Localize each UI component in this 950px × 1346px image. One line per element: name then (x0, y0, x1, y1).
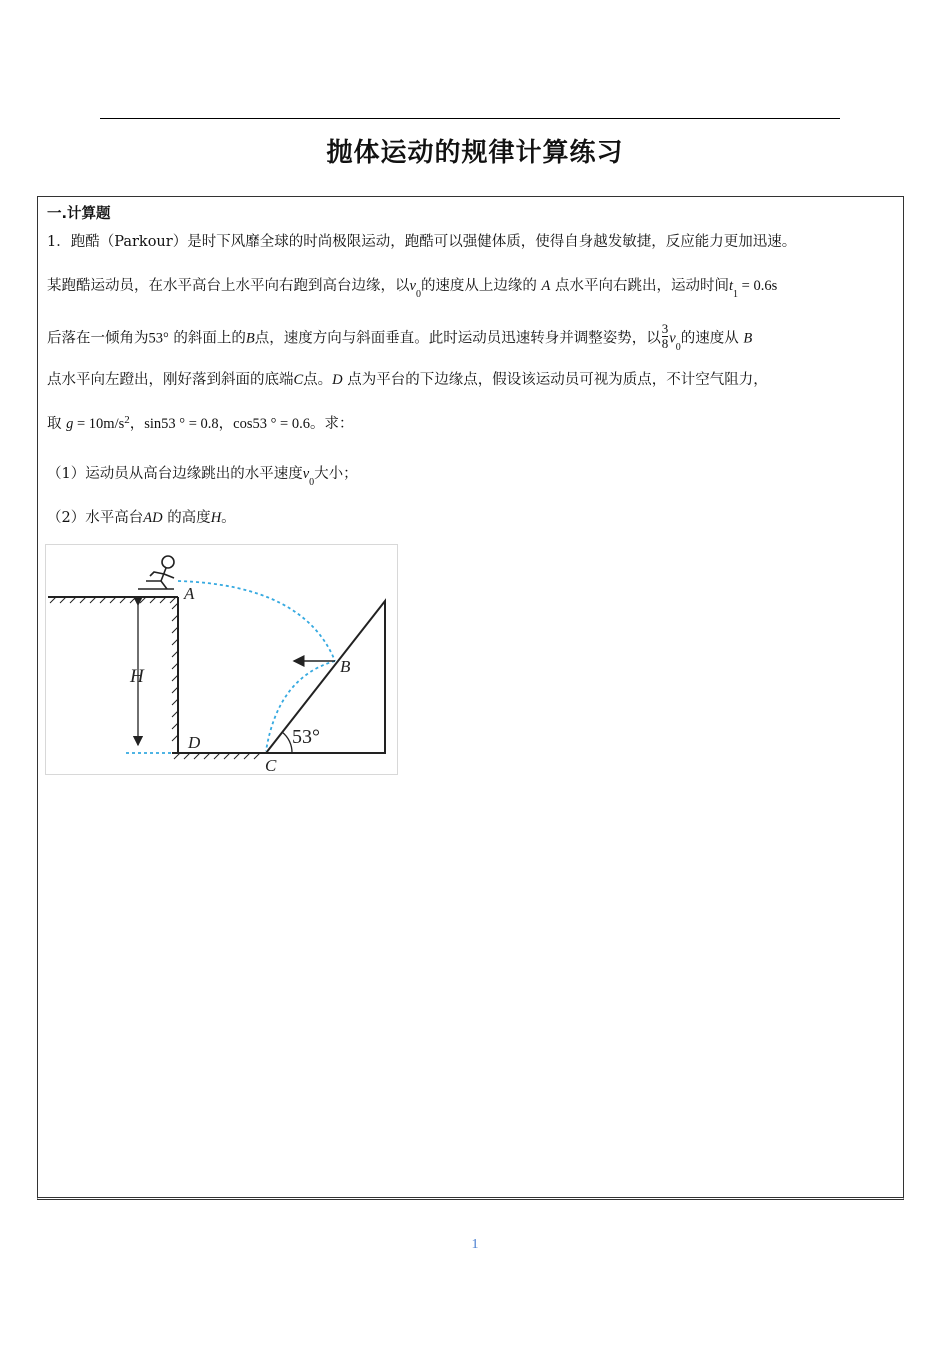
subscript-1: 1 (733, 289, 739, 300)
subscript-0: 0 (415, 289, 421, 300)
time-value: = 0.6s (738, 278, 778, 294)
angle-value: 53° (148, 330, 169, 347)
top-rule (100, 118, 840, 119)
symbol-B: B (743, 330, 753, 347)
g-value: = 10m/s (73, 416, 125, 432)
problem-text: 取 (47, 416, 62, 432)
symbol-C: C (293, 372, 304, 388)
question-1 (47, 464, 358, 486)
label-D: D (188, 733, 201, 752)
symbol-A: A (541, 278, 551, 294)
problem-line-4 (47, 370, 768, 390)
label-angle: 53° (292, 726, 320, 748)
page-title: 抛体运动的规律计算练习 (326, 138, 624, 168)
sin-value: sin53 ° = 0.8 (144, 416, 219, 432)
problem-line-3 (47, 321, 753, 353)
problem-text: 某跑酷运动员，在水平高台上水平向右跑到高台边缘，以 (47, 278, 410, 294)
problem-text: 点水平向左蹬出，刚好落到斜面的底端 (47, 372, 294, 388)
label-A: A (184, 584, 195, 603)
angle-arc (282, 732, 292, 753)
cos-value: cos53 ° = 0.6 (233, 416, 310, 432)
physics-diagram (45, 544, 398, 775)
symbol-H: H (210, 510, 222, 526)
problem-text: 点，速度方向与斜面垂直。此时运动员迅速转身并调整姿势，以 (254, 330, 661, 347)
problem-text: 后落在一倾角为 (47, 330, 149, 347)
problem-line-5 (47, 414, 353, 435)
symbol-v: v (302, 466, 310, 482)
separator: ， (129, 416, 145, 432)
page-number: 1 (471, 1237, 479, 1252)
trajectory-a-to-b (178, 581, 335, 661)
symbol-t: t (729, 278, 734, 294)
fraction-3-8 (662, 322, 669, 351)
symbol-AD: AD (143, 510, 163, 526)
question-text: 大小； (314, 466, 358, 482)
question-text: 的高度 (167, 510, 211, 526)
problem-text: 点水平向右跳出，运动时间 (555, 278, 730, 294)
question-text: 。 (221, 510, 236, 526)
label-B: B (340, 657, 351, 676)
symbol-v: v (409, 278, 416, 294)
runner-icon (138, 556, 174, 589)
symbol-v: v (669, 330, 676, 347)
symbol-D: D (332, 372, 343, 388)
problem-text: 的速度从上边缘的 (420, 278, 537, 294)
symbol-g: g (66, 416, 74, 432)
problem-text: 1．跑酷（Parkour）是时下风靡全球的时尚极限运动，跑酷可以强健体质，使得自身越发敏捷，反应能力更加迅速。 (47, 234, 797, 250)
problem-text: 。求： (309, 416, 354, 432)
subscript-0: 0 (309, 477, 315, 488)
separator: ， (218, 416, 234, 432)
problem-text: 的速度从 (680, 330, 739, 347)
problem-line-1 (47, 232, 796, 252)
question-text: （2）水平高台 (47, 510, 144, 526)
problem-text: 点为平台的下边缘点，假设该运动员可视为质点，不计空气阻力， (347, 372, 768, 388)
fraction-denominator: 8 (661, 336, 669, 351)
problem-line-2 (47, 276, 777, 298)
subscript-0: 0 (675, 341, 681, 353)
label-C: C (265, 756, 277, 774)
label-H: H (130, 666, 144, 687)
fraction-numerator: 3 (661, 321, 669, 336)
diagram-svg (46, 545, 397, 774)
problem-text: 点。 (303, 372, 333, 388)
symbol-B: B (245, 330, 255, 347)
question-2 (47, 508, 236, 528)
g-exponent: 2 (124, 414, 130, 426)
slope-triangle (266, 601, 385, 753)
question-text: （1）运动员从高台边缘跳出的水平速度 (47, 466, 303, 482)
section-heading: 一.计算题 (47, 206, 111, 222)
problem-text: 的斜面上的 (173, 330, 246, 347)
